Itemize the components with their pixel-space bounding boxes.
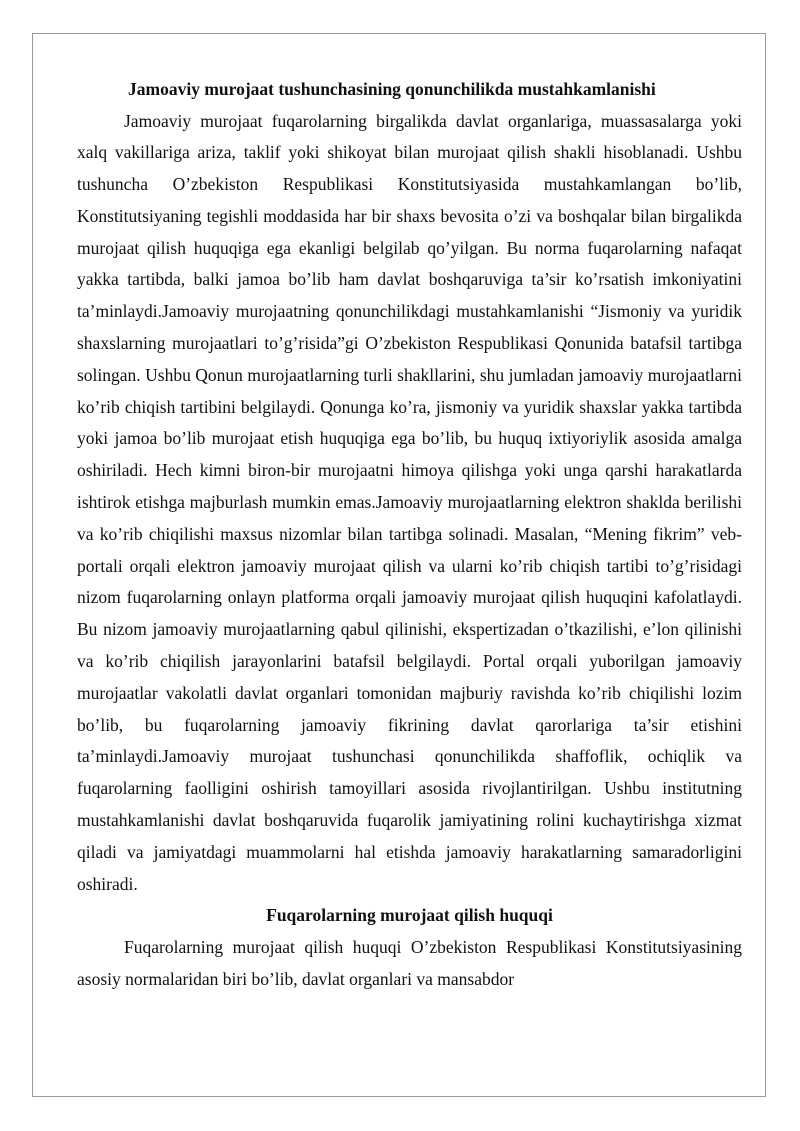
section-heading-collective-appeal: Jamoaviy murojaat tushunchasining qonunchilikda mustahkamlanishi — [128, 79, 656, 99]
paragraph-right-to-appeal: Fuqarolarning murojaat qilish huquqi O’zbekiston Respublikasi Konstitutsiyasining asosiy normalaridan biri bo’lib, davlat organlari va mansabdor — [77, 936, 742, 989]
paragraph-collective-appeal: Jamoaviy murojaat fuqarolarning birgalikda davlat organlariga, muassasalarga yoki xalq vakillariga ariza, taklif yoki shikoyat bilan murojaat qilish shakli hisoblanadi. Ushbu tushuncha O’zbekiston Respublikasi Konstitutsiyasida mustahkamlangan bo’lib, Konstitutsiyaning tegishli moddasida har bir shaxs bevosita o’zi va boshqalar bilan birgalikda murojaat qilish huquqiga ega ekanligi belgilab qo’yilgan. Bu norma fuqarolarning nafaqat yakka tartibda, balki jamoa bo’lib ham davlat boshqaruviga ta’sir ko’rsatish imkoniyatini ta’minlaydi.Jamoaviy murojaatning qonunchilikdagi mustahkamlanishi “Jismoniy va yuridik shaxslarning murojaatlari to’g’risida”gi O’zbekiston Respublikasi Qonunida batafsil tartibga solingan. Ushbu Qonun murojaatlarning turli shakllarini, shu jumladan jamoaviy murojaatlarni ko’rib chiqish tartibini belgilaydi. Qonunga ko’ra, jismoniy va yuridik shaxslar yakka tartibda yoki jamoa bo’lib murojaat etish huquqiga ega bo’lib, bu huquq ixtiyoriylik asosida amalga oshiriladi. Hech kimni biron-bir murojaatni himoya qilishga yoki unga qarshi harakatlarda ishtirok etishga majburlash mumkin emas.Jamoaviy murojaatlarning elektron shaklda berilishi va ko’rib chiqilishi maxsus nizomlar bilan tartibga solinadi. Masalan, “Mening fikrim” veb-portali orqali elektron jamoaviy murojaat qilish va ularni ko’rib chiqish tartibi to’g’risidagi nizom fuqarolarning onlayn platforma orqali jamoaviy murojaat qilish huquqini kafolatlaydi. Bu nizom jamoaviy murojaatlarning qabul qilinishi, ekspertizadan o’tkazilishi, e’lon qilinishi va ko’rib chiqilish jarayonlarini batafsil belgilaydi. Portal orqali yuborilgan jamoaviy murojaatlar vakolatli davlat organlari tomonidan majburiy ravishda ko’rib chiqilishi lozim bo’lib, bu fuqarolarning jamoaviy fikrining davlat qarorlariga ta’sir etishini ta’minlaydi.Jamoaviy murojaat tushunchasi qonunchilikda shaffoflik, ochiqlik va fuqarolarning faolligini oshirish tamoyillari asosida rivojlantirilgan. Ushbu institutning mustahkamlanishi davlat boshqaruvida fuqarolik jamiyatining rolini kuchaytirishga xizmat qiladi va jamiyatdagi muammolarni hal etishda jamoaviy harakatlarning samaradorligini oshiradi. — [77, 110, 742, 894]
document-body — [77, 74, 742, 996]
section-heading-right-to-appeal: Fuqarolarning murojaat qilish huquqi — [266, 905, 553, 926]
